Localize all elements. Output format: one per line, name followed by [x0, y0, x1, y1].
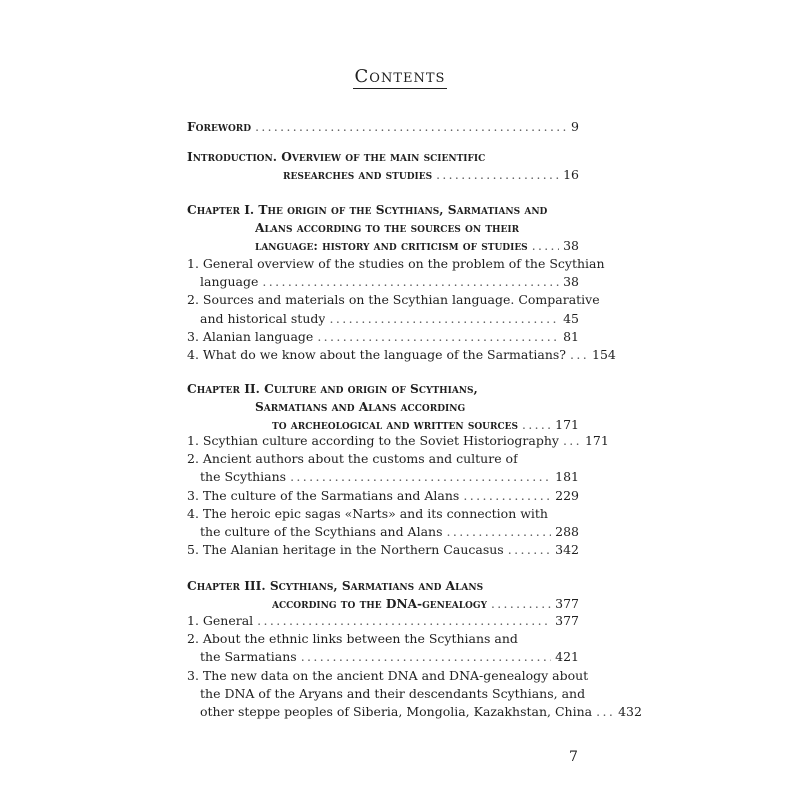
toc-entry-foreword[interactable]: Foreword ..... 9	[187, 118, 579, 136]
toc-section[interactable]: 2. About the ethnic links between the Scythians and the Sarmatians ..... 421	[187, 630, 579, 666]
chapter-3-sections	[187, 612, 642, 721]
toc-section[interactable]: 4. What do we know about the language of the Sarmatians? ..... 154	[187, 346, 579, 364]
toc-section[interactable]: 1. Scythian culture according to the Soviet Historiography ..... 171	[187, 432, 579, 450]
toc-section[interactable]: 3. Alanian language ..... 81	[187, 328, 579, 346]
contents-heading: Contents	[354, 66, 446, 87]
toc-entry-chapter-2[interactable]: Chapter II. Culture and origin of Scythians, Sarmatians and Alans according to archeological and written sources ..... 171	[187, 380, 579, 435]
chapter-2-sections	[187, 432, 609, 559]
toc-section[interactable]: 2. Ancient authors about the customs and culture of the Scythians ..... 181	[187, 450, 579, 486]
toc-section[interactable]: 1. General ..... 377	[187, 612, 579, 630]
chapter-1-sections	[187, 255, 616, 364]
toc-section[interactable]: 4. The heroic epic sagas «Narts» and its connection with the culture of the Scythians and Alans ..... 288	[187, 505, 579, 541]
toc-section[interactable]: 3. The culture of the Sarmatians and Alans ..... 229	[187, 487, 579, 505]
toc-section[interactable]: 3. The new data on the ancient DNA and DNA-genealogy about the DNA of the Aryans and their descendants Scythians, and other steppe peoples of Siberia, Mongolia, Kazakhstan, China ..... 432	[187, 667, 579, 722]
toc-entry-chapter-3[interactable]: Chapter III. Scythians, Sarmatians and Alans according to the DNA-genealogy ..... 377	[187, 577, 579, 613]
page-number: 7	[569, 749, 578, 765]
toc-section[interactable]: 1. General overview of the studies on the problem of the Scythian language ..... 38	[187, 255, 579, 291]
toc-section[interactable]: 5. The Alanian heritage in the Northern Caucasus ..... 342	[187, 541, 579, 559]
toc-section[interactable]: 2. Sources and materials on the Scythian language. Comparative and historical study ..... 45	[187, 291, 579, 327]
toc-entry-introduction[interactable]: Introduction. Overview of the main scientific researches and studies ..... 16	[187, 148, 579, 184]
toc-entry-chapter-1[interactable]: Chapter I. The origin of the Scythians, Sarmatians and Alans according to the sources on their language: history and criticism of studies ..... 38	[187, 201, 579, 256]
